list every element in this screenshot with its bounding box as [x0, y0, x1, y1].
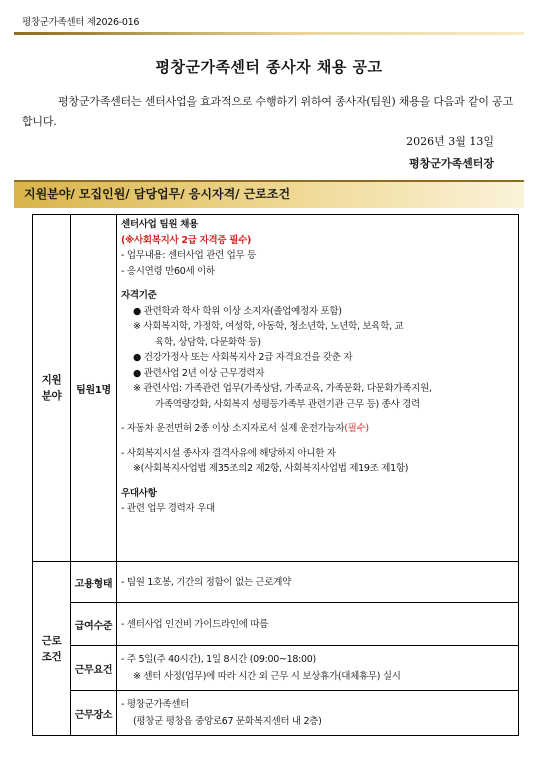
qualification-heading: 자격기준: [121, 290, 157, 301]
issuing-organization: 평창군가족센터장: [408, 157, 494, 170]
detail-line: - 관련 업무 경력자 우대: [121, 503, 215, 514]
detail-line: ※ 사회복지학, 가정학, 여성학, 아동학, 청소년학, 노년학, 보육학, 교: [133, 321, 404, 332]
condition-line: - 평창군가족센터: [121, 699, 189, 710]
detail-line: ● 건강가정사 또는 사회복지사 2급 자격요건을 갖춘 자: [133, 352, 353, 363]
detail-line: - 사회복지시설 종사자 결격사유에 해당하지 아니한 자: [121, 447, 336, 459]
intro-paragraph: 평창군가족센터는 센터사업을 효과적으로 수행하기 위하여 종사자(팀원) 채용을 다음과 같이 공고합니다.: [22, 95, 513, 128]
license-requirement: - 자동차 운전면허 2종 이상 소지자로서 실제 운전가능자: [121, 423, 345, 434]
condition-label: 근무요건: [71, 646, 117, 691]
recruitment-table: [32, 214, 519, 736]
required-note: (※사회복지사 2급 자격증 필수): [121, 234, 251, 246]
condition-row: [33, 562, 519, 603]
condition-label: 근무장소: [71, 691, 117, 736]
preference-heading: 우대사항: [121, 487, 157, 499]
detail-line: ※(사회복지사업법 제35조의2 제2항, 사회복지사업법 제19조 제1항): [133, 463, 409, 474]
section-header-line: [14, 180, 524, 182]
condition-row: [33, 603, 519, 646]
condition-value: [117, 691, 519, 736]
condition-note: ※ 센터 사정(업무)에 따라 시간 외 근무 시 보상휴가(대체휴무) 실시: [133, 671, 401, 682]
document-number: 평창군가족센터 제2026-016: [22, 17, 140, 28]
field-details: [117, 215, 519, 562]
detail-line: ● 관련사업 2년 이상 근무경력자: [133, 367, 265, 379]
condition-value: - 센터사업 인건비 가이드라인에 따름: [117, 603, 519, 646]
page-title: 평창군가족센터 종사자 채용 공고: [155, 58, 383, 76]
condition-address: (평창군 평창읍 중앙로67 문화복지센터 내 2층): [133, 716, 322, 727]
detail-line: 가족역량강화, 사회복지 성평등가족부 관련기관 근무 등) 종사 경력: [155, 398, 420, 410]
detail-line: 육학, 상담학, 다문화학 등): [155, 336, 261, 348]
required-mark: (필수): [344, 423, 369, 434]
detail-line: [121, 421, 514, 437]
detail-line: ● 관련학과 학사 학위 이상 소지자(졸업예정자 포함): [133, 305, 342, 317]
condition-value: [117, 646, 519, 691]
condition-label: 고용형태: [71, 562, 117, 603]
condition-row: [33, 691, 519, 736]
detail-line: - 업무내용: 센터사업 관련 업무 등: [121, 250, 257, 261]
announcement-date: 2026년 3월 13일: [406, 135, 494, 148]
detail-line: - 응시연령 만60세 이하: [121, 265, 215, 277]
conditions-category-label: 근로 조건: [33, 562, 71, 736]
condition-row: [33, 646, 519, 691]
field-row: [33, 215, 519, 562]
condition-label: 급여수준: [71, 603, 117, 646]
detail-line: ※ 관련사업: 가족관련 업무(가족상담, 가족교육, 가족문화, 다문화가족지원,: [133, 383, 432, 394]
field-category-label: 지원 분야: [33, 215, 71, 562]
condition-line: - 주 5일(주 40시간), 1일 8시간 (09:00~18:00): [121, 654, 316, 665]
detail-line: 센터사업 팀원 채용: [121, 219, 199, 230]
section-title: 지원분야/ 모집인원/ 담당업무/ 응시자격/ 근로조건: [24, 187, 291, 201]
condition-value: - 팀원 1호봉, 기간의 정함이 없는 근로계약: [117, 562, 519, 603]
top-divider: [14, 32, 524, 35]
field-role-label: 팀원1명: [71, 215, 117, 562]
